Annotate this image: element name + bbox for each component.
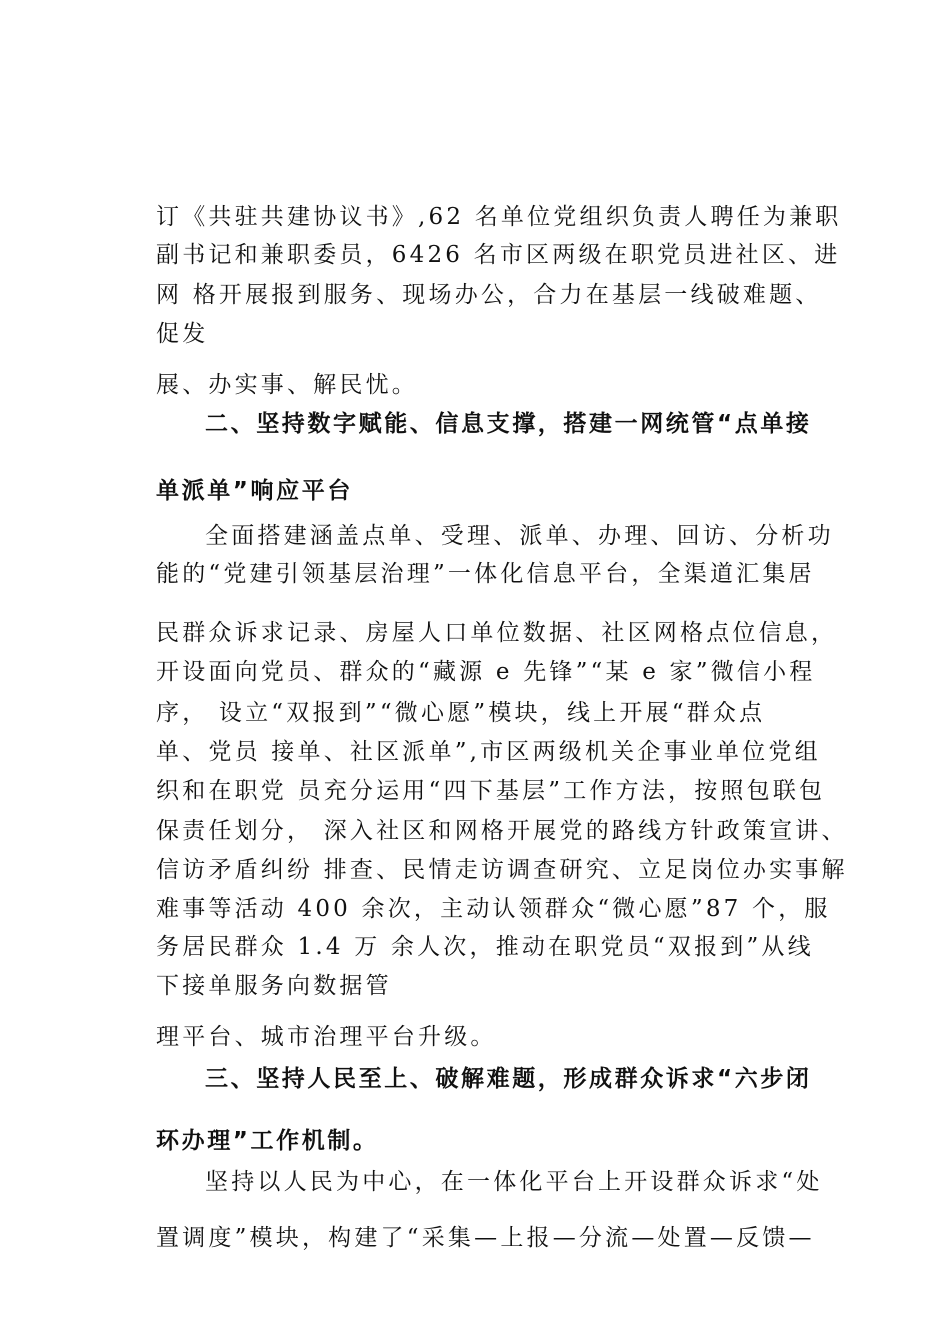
text-line: 开设面向党员、群众的“藏源 e 先锋”“某 e 家”微信小程	[156, 659, 816, 685]
text-line: 展、办实事、解民忧。	[156, 372, 418, 398]
text-line: 序， 设立“双报到”“微心愿”模块，线上开展“群众点	[156, 700, 766, 726]
text-line: 理平台、城市治理平台升级。	[156, 1024, 497, 1050]
text-line: 务居民群众 1.4 万 余人次，推动在职党员“双报到”从线	[156, 934, 814, 960]
text-line: 难事等活动 400 余次，主动认领群众“微心愿”87 个，服	[156, 896, 831, 922]
section-heading: 三、坚持人民至上、破解难题，形成群众诉求“六步闭	[205, 1066, 812, 1092]
text-line: 网 格开展报到服务、现场办公，合力在基层一线破难题、	[156, 282, 822, 308]
text-line: 副书记和兼职委员，6426 名市区两级在职党员进社区、进	[156, 242, 841, 268]
paragraph-first-line: 坚持以人民为中心，在一体化平台上开设群众诉求“处	[205, 1169, 823, 1195]
text-line: 信访矛盾纠纷 排查、民情走访调查研究、立足岗位办实事解	[156, 857, 848, 883]
text-line: 促发	[156, 321, 209, 347]
text-line: 民群众诉求记录、房屋人口单位数据、社区网格点位信息，	[156, 620, 838, 646]
paragraph-first-line: 全面搭建涵盖点单、受理、派单、办理、回访、分析功	[205, 523, 834, 549]
text-line: 下接单服务向数据管	[156, 973, 392, 999]
section-heading-cont: 环办理”工作机制。	[156, 1128, 379, 1154]
text-line: 织和在职党 员充分运用“四下基层”工作方法，按照包联包	[156, 778, 826, 804]
text-line: 单、党员 接单、社区派单”,市区两级机关企事业单位党组	[156, 739, 821, 765]
text-line: 能的“党建引领基层治理”一体化信息平台，全渠道汇集居	[156, 561, 815, 587]
section-heading: 二、坚持数字赋能、信息支撑，搭建一网统管“点单接	[205, 411, 812, 437]
text-line: 保责任划分， 深入社区和网格开展党的路线方针政策宣讲、	[156, 818, 848, 844]
text-line: 订《共驻共建协议书》,62 名单位党组织负责人聘任为兼职	[156, 204, 842, 230]
section-heading-cont: 单派单”响应平台	[156, 478, 353, 504]
text-line: 置调度”模块，构建了“采集—上报—分流—处置—反馈—	[156, 1225, 815, 1251]
